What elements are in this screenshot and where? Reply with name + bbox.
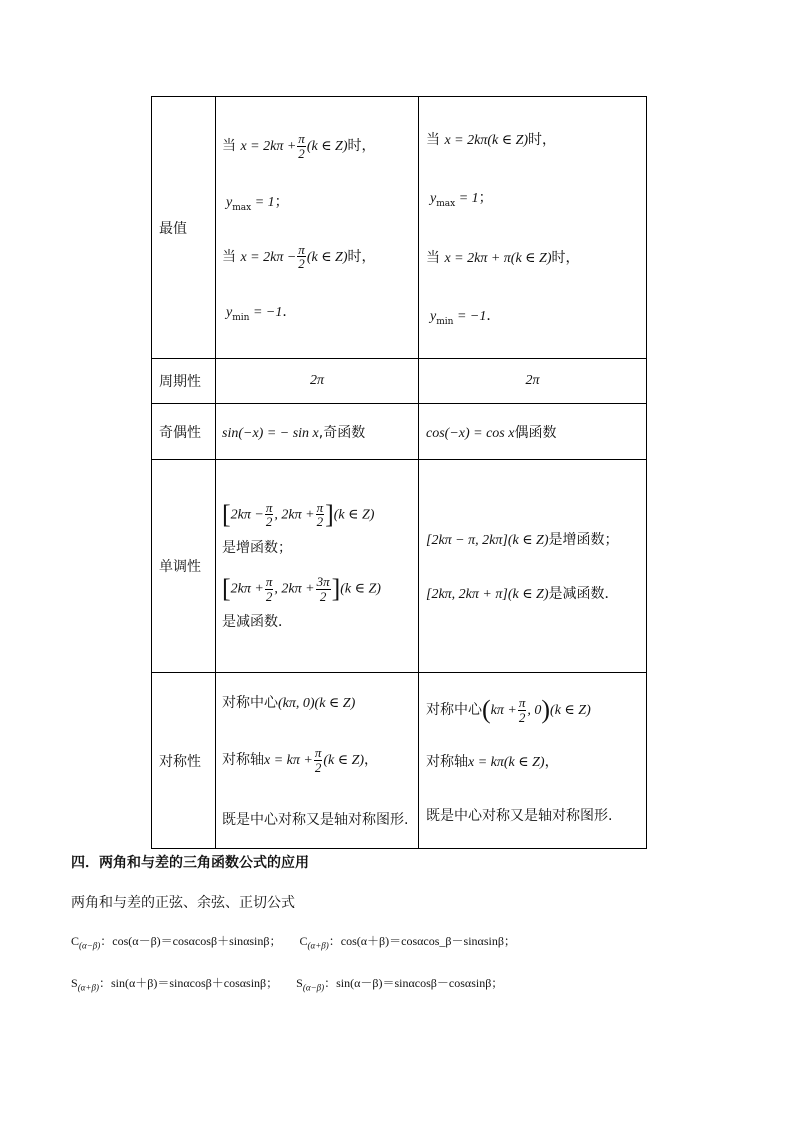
cos-max-condition: 当 x = 2kπ(k ∈ Z)时， bbox=[426, 131, 557, 148]
row-extremum bbox=[152, 97, 647, 359]
row-label-monotonicity: 单调性 bbox=[152, 460, 216, 673]
sin-decreasing-text: 是减函数． bbox=[222, 614, 292, 631]
cos-max-value: $y_{max} = 1$； bbox=[430, 189, 493, 209]
cos-symmetry-axis: 对称轴x = kπ(k ∈ Z)， bbox=[426, 753, 559, 770]
cell-cos-period: 2π bbox=[419, 359, 647, 404]
sin-increasing-interval: [2kπ − $\frac{\pi}{2}$ , 2kπ + $\frac{\pi}{2}$ ](k ∈ Z) bbox=[222, 499, 375, 530]
cos-symmetry-center: 对称中心(kπ + $\frac{\pi}{2}$ , 0)(k ∈ Z) bbox=[426, 695, 591, 725]
cos-min-value: $y_{min} = -1$． bbox=[430, 307, 501, 327]
sin-max-condition: 当 x = 2kπ + $\frac{\pi}{2}$ (k ∈ Z)时， bbox=[222, 131, 376, 162]
sin-max-value: $y_{max} = 1$； bbox=[226, 193, 289, 213]
sin-min-condition: 当 x = 2kπ − $\frac{\pi}{2}$ (k ∈ Z)时， bbox=[222, 241, 376, 272]
cell-sin-symmetry bbox=[216, 673, 419, 849]
row-label-parity: 奇偶性 bbox=[152, 404, 216, 460]
formula-cos-difference: $C_{(\alpha-\beta)}$：cos(α－β)＝cosαcosβ＋sinαsinβ； $C_{(\alpha+\beta)}$：cos(α＋β)＝cosαcos_β－sinαsinβ； bbox=[71, 934, 516, 951]
formula-sin-difference: $S_{(\alpha-\beta)}$：sin(α－β)＝sinαcosβ－cosαsinβ； bbox=[296, 976, 504, 993]
section-subheading: 两角和与差的正弦、余弦、正切公式 bbox=[71, 895, 295, 911]
row-label-extremum: 最值 bbox=[152, 97, 216, 359]
sin-decreasing-interval: [2kπ + $\frac{\pi}{2}$ , 2kπ + $\frac{3\pi}{2}$ ](k ∈ Z) bbox=[222, 574, 381, 604]
cos-min-condition: 当 x = 2kπ + π(k ∈ Z)时， bbox=[426, 249, 580, 266]
row-symmetry bbox=[152, 673, 647, 849]
cell-cos-monotonicity bbox=[419, 460, 647, 673]
section-heading: 四．两角和与差的三角函数公式的应用 bbox=[71, 855, 309, 871]
row-monotonicity bbox=[152, 460, 647, 673]
cell-sin-monotonicity bbox=[216, 460, 419, 673]
sin-symmetry-both: 既是中心对称又是轴对称图形. bbox=[222, 811, 409, 828]
row-parity bbox=[152, 404, 647, 460]
cell-cos-extremum bbox=[419, 97, 647, 359]
cos-symmetry-both: 既是中心对称又是轴对称图形. bbox=[426, 807, 613, 824]
cell-sin-parity: sin(−x) = − sin x,奇函数 bbox=[216, 404, 419, 460]
row-label-period: 周期性 bbox=[152, 359, 216, 404]
cell-sin-period: 2π bbox=[216, 359, 419, 404]
cell-cos-parity: cos(−x) = cos x偶函数 bbox=[419, 404, 647, 460]
sin-symmetry-axis: 对称轴x = kπ + $\frac{\pi}{2}$ (k ∈ Z)， bbox=[222, 745, 379, 775]
sin-min-value: $y_{min} = -1$． bbox=[226, 303, 297, 323]
cell-cos-symmetry bbox=[419, 673, 647, 849]
cell-sin-extremum bbox=[216, 97, 419, 359]
row-period bbox=[152, 359, 647, 404]
cos-increasing: [2kπ − π, 2kπ](k ∈ Z)是增函数； bbox=[426, 532, 619, 548]
formula-cos-sum: $C_{(\alpha+\beta)}$：cos(α＋β)＝cosαcos_β－sinαsinβ； bbox=[299, 934, 516, 951]
trig-properties-table bbox=[151, 96, 647, 849]
formula-sin-sum: $S_{(\alpha+\beta)}$：sin(α＋β)＝sinαcosβ＋cosαsinβ； $S_{(\alpha-\beta)}$：sin(α－β)＝sinαcosβ－cosαsinβ； bbox=[71, 976, 504, 993]
sin-increasing-text: 是增函数； bbox=[222, 540, 292, 556]
row-label-symmetry: 对称性 bbox=[152, 673, 216, 849]
cos-decreasing: [2kπ, 2kπ + π](k ∈ Z)是减函数． bbox=[426, 586, 619, 602]
sin-symmetry-center: 对称中心(kπ, 0)(k ∈ Z) bbox=[222, 695, 356, 712]
